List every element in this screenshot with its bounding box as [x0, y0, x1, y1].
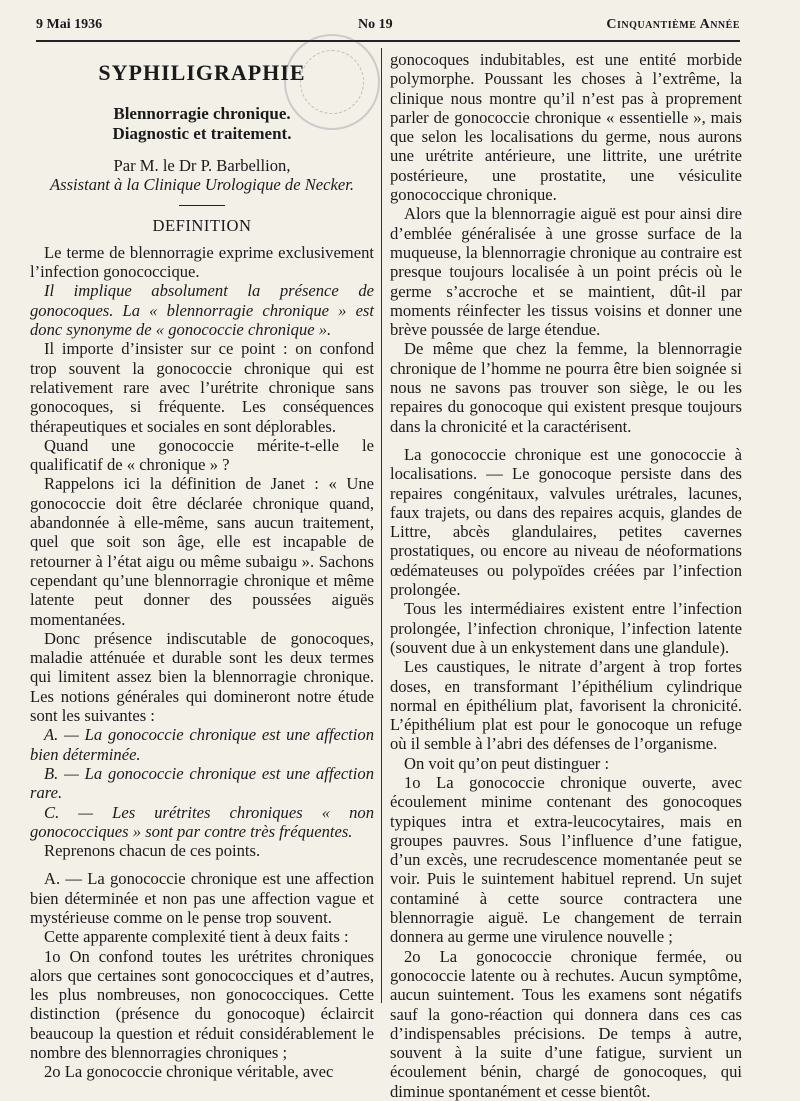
- issue-date: 9 Mai 1936: [36, 17, 103, 32]
- paragraph: Reprenons chacun de ces points.: [44, 841, 261, 861]
- paragraph: Rappelons ici la définition de Janet : « Une gonococcie doit être déclarée chronique quand, abandonnée à elle-même, sans aucun traitement, quel que soit son âge, elle est incapable de retourner à l’état aigu ou même subaigu ». Sachons cependant qu’une blennorragie chronique et même latente peut donner des poussées aiguës momentanées.: [30, 474, 374, 629]
- paragraph: On voit qu’on peut distinguer :: [404, 753, 610, 773]
- article-title-line-2: Diagnostic et traitement.: [112, 124, 292, 143]
- list-item-b: B. — La gonococcie chronique est une affection rare.: [30, 763, 374, 803]
- paragraph: 2o La gonococcie chronique fermée, ou gonococcie latente ou à rechutes. Aucun symptôme, aucun suintement. Tous les examens sont négatifs sauf la gono-réaction qui donnera dans ces cas d’indispensables précisions. De temps à autre, souvent à la suite d’une fatigue, survient un écoulement bénin, chargé de gonocoques, qui diminue spontanément et cesse bientôt.: [390, 946, 742, 1101]
- article-title-line-1: Blennorragie chronique.: [113, 104, 291, 123]
- paragraph: 1o La gonococcie chronique ouverte, avec écoulement minime contenant des gonocoques typiques intra et extra-leucocytaires, mais en groupes pauvres. Sous l’influence d’une fatigue, d’un excès, une recrudescence momentanée peut se voir. Puis le suintement habituel reprend. Un sujet contaminé à cette source contractera une blennorragie aiguë. Le changement de terrain donnera au germe une virulence nouvelle ;: [390, 772, 742, 947]
- affiliation: Assistant à la Clinique Urologique de Necker.: [49, 175, 355, 195]
- paragraph: Les caustiques, le nitrate d’argent à trop fortes doses, en transformant l’épithélium cylindrique normal en épithélium plat, favorisent la chronicité. L’épithélium plat est pour le gonocoque un refuge où il semble à l’abri des défenses de l’organisme.: [390, 657, 742, 754]
- issue-year: Cinquantième Année: [606, 17, 740, 32]
- list-item-a: A. — La gonococcie chronique est une affection bien déterminée.: [30, 725, 374, 764]
- article-title: [30, 104, 374, 144]
- paragraph: De même que chez la femme, la blennorragie chronique de l’homme ne pourra être bien soignée si nous ne savons pas trouver son siège, le ou les repaires du gonocoque qui existent presque toujours dans la chronicité et la caractérisent.: [390, 339, 742, 436]
- paragraph: Alors que la blennorragie aiguë est pour ainsi dire d’emblée généralisée à une grosse surface de la muqueuse, la blennorragie chronique au contraire est presque toujours localisée à un point précis où le germe s’accroche et se maintient, dût-il par moments réinfecter les tissus voisins et donner une brève poussée de large étendue.: [390, 204, 742, 340]
- section-title: SYPHILIGRAPHIE: [98, 60, 306, 85]
- paragraph: Quand une gonococcie mérite-t-elle le qualificatif de « chronique » ?: [30, 435, 374, 475]
- column-divider: [381, 48, 382, 1003]
- paragraph: La gonococcie chronique est une gonococcie à localisations. — Le gonocoque persiste dans des repaires congénitaux, valvules urétrales, lacunes, faux trajets, ou dans des repaires acquis, glandes de Littre, abcès glandulaires, petites cavernes prostatiques, ou encore au niveau de néoformations œdémateuses ou polypoïdes créées par l’infection prolongée.: [390, 444, 742, 600]
- paragraph: Donc présence indiscutable de gonocoques, maladie atténuée et durable sont les deux termes qui limitent assez bien la blennorragie chronique. Les notions générales qui domineront notre étude sont les suivantes :: [30, 628, 374, 726]
- left-column: [30, 50, 374, 1082]
- paragraph: Cette apparente complexité tient à deux faits :: [44, 927, 349, 947]
- right-column: [390, 50, 742, 1101]
- paragraph: Tous les intermédiaires existent entre l’infection prolongée, l’infection chronique, l’infection latente (souvent due à un enkystement dans une glandule).: [390, 599, 742, 657]
- definition-heading: DEFINITION: [152, 215, 252, 235]
- paragraph: 2o La gonococcie chronique véritable, avec: [44, 1062, 334, 1082]
- issue-number: No 19: [358, 17, 393, 32]
- paragraph: 1o On confond toutes les urétrites chroniques alors que certaines sont gonococciques et d’autres, les plus nombreuses, non gonococciques. Cette distinction (présence du gonocoque) éclaircit beaucoup la question et réduit considérablement le nombre des blennorragies chroniques ;: [30, 946, 374, 1063]
- page-header: [36, 14, 740, 42]
- paragraph: gonocoques indubitables, est une entité morbide polymorphe. Poussant les choses à l’extrême, la clinique nous montre qu’il n’est pas à proprement parler de gonococcie chronique « essentielle », mais que selon les localisations du germe, nous aurons une urétrite antérieure, une littrite, une urétrite postérieure, une prostatite, une vésiculite gonococcique chronique.: [390, 50, 742, 205]
- section-a-paragraph: A. — La gonococcie chronique est une affection bien déterminée et non pas une affection vague et mystérieuse comme on le pense trop souvent.: [30, 869, 374, 927]
- paragraph: Il importe d’insister sur ce point : on confond trop souvent la gonococcie chronique qui est relativement rare avec l’urétrite chronique sans gonocoques, si fréquente. Les conséquences thérapeutiques et sociales en sont déplorables.: [30, 339, 374, 436]
- short-rule: [179, 205, 225, 206]
- byline: Par M. le Dr P. Barbellion,: [113, 156, 291, 175]
- list-item-c: C. — Les urétrites chroniques « non gonococciques » sont par contre très fréquentes.: [30, 802, 374, 841]
- paragraph: Le terme de blennorragie exprime exclusivement l’infection gonococcique.: [30, 242, 374, 282]
- paragraph: Il implique absolument la présence de gonocoques. La « blennorragie chronique » est donc synonyme de « gonococcie chronique ».: [30, 281, 374, 340]
